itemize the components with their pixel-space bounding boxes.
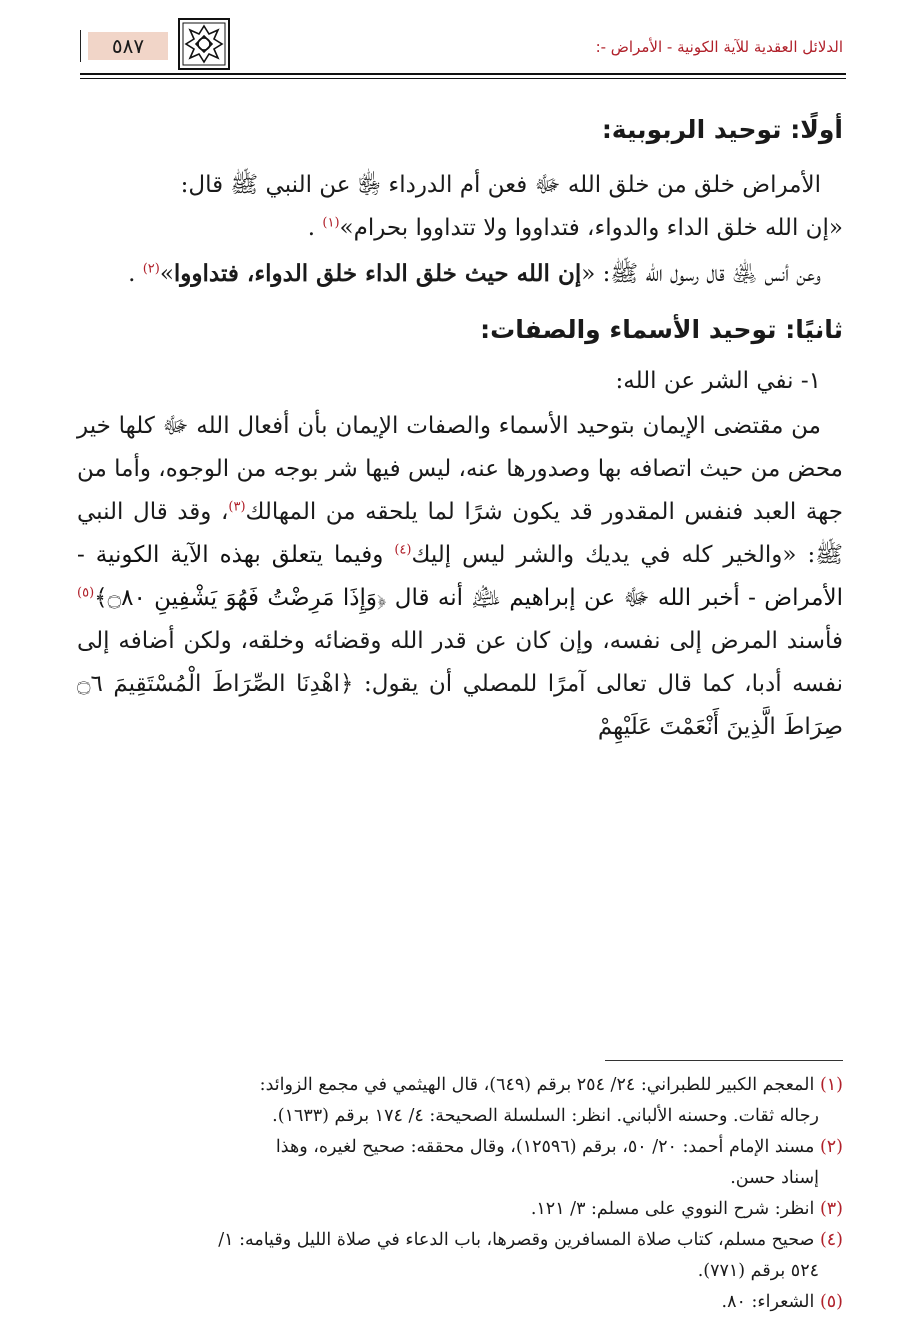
footnote-text: انظر: شرح النووي على مسلم: ٣/ ١٢١.: [530, 1199, 815, 1219]
main-text: [77, 100, 843, 749]
subheading-nafy-sharr: ١- نفي الشر عن الله:: [615, 368, 821, 394]
footnote-ref-3[interactable]: (٣): [228, 499, 246, 515]
paragraph-3-d: فأسند المرض إلى نفسه، وإن كان عن قدر الله وقضائه وخلقه، ولكن أضافه إلى نفسه أدبا، كما قال تعالى آمرًا للمصلي أن يقول: ﴿اهْدِنَا الصِّرَاطَ الْمُسْتَقِيمَ ۝٦ صِرَاطَ الَّذِينَ أَنْعَمْتَ عَلَيْهِمْ: [77, 628, 843, 740]
paragraph-2: وعن أنس ﵁ قال رسول الله ﷺ: «إن الله حيث خلق الداء خلق الدواء، فتداووا»$^{(٢)}$ .: [128, 260, 821, 287]
heading-asma-sifat: ثانيًا: توحيد الأسماء والصفات:: [480, 315, 843, 344]
footnote-text: صحيح مسلم، كتاب صلاة المسافرين وقصرها، باب الدعاء في صلاة الليل وقيامه: ١/: [218, 1230, 815, 1250]
header-rule-thin: [80, 78, 846, 79]
footnote-3: [77, 1194, 843, 1225]
header-rule-thick: [80, 73, 846, 75]
paragraph-1-line-2: «إن الله خلق الداء والدواء، فتداووا ولا تتداووا بحرام»: [339, 215, 843, 241]
page-header: [0, 0, 921, 80]
paragraph-3-b: ، وقد قال النبي ﷺ: «والخير كله في يديك والشر ليس إليك: [77, 499, 843, 568]
footnote-1-cont: رجاله ثقات. وحسنه الألباني. انظر: السلسلة الصحيحة: ٤/ ١٧٤ برقم (١٦٣٣).: [272, 1106, 819, 1126]
footnote-number: (١): [819, 1075, 843, 1095]
footnote-separator: [605, 1060, 843, 1061]
paragraph-1: الأمراض خلق من خلق الله ﷻ فعن أم الدرداء ﵂ عن النبي ﷺ قال: «إن الله خلق الداء والدواء، فتداووا ولا تتداووا بحرام»$^{(١)}$ .: [180, 172, 843, 241]
ornament-icon: [178, 18, 230, 70]
running-title: الدلائل العقدية للآية الكونية - الأمراض -:: [595, 38, 843, 56]
paragraph-3-a: من مقتضى الإيمان بتوحيد الأسماء والصفات الإيمان بأن أفعال الله ﷻ كلها خير محض من حيث اتصافه بها وصدورها عنه، ليس فيها شر بوجه من الوجوه، وأما من جهة العبد فنفس المقدور قد يكون شرًا لما يلحقه من المهالك: [77, 413, 843, 525]
paragraph-1-line-1: الأمراض خلق من خلق الله ﷻ فعن أم الدرداء ﵂ عن النبي ﷺ قال:: [180, 172, 821, 198]
footnote-4-cont: ٥٢٤ برقم (٧٧١).: [697, 1261, 819, 1281]
footnote-1: [77, 1070, 843, 1101]
footnote-number: (٢): [819, 1137, 843, 1157]
footnote-2-cont: إسناد حسن.: [730, 1168, 819, 1188]
paragraph-2-start: وعن أنس ﵁ قال رسول الله ﷺ: «: [581, 261, 821, 287]
paragraph-2-end: »: [159, 261, 174, 287]
footnote-text: المعجم الكبير للطبراني: ٢٤/ ٢٥٤ برقم (٦٤٩)، قال الهيثمي في مجمع الزوائد:: [259, 1075, 815, 1095]
footnote-ref-2[interactable]: (٢): [142, 261, 160, 277]
footnotes: [77, 1070, 843, 1318]
footnote-2: [77, 1132, 843, 1163]
footnote-text: مسند الإمام أحمد: ٢٠/ ٥٠، برقم (١٢٥٩٦)، وقال محققه: صحيح لغيره، وهذا: [275, 1137, 815, 1157]
footnote-ref-1[interactable]: (١): [322, 215, 340, 231]
paragraph-3: [77, 405, 843, 749]
heading-rububiyyah: أولًا: توحيد الربوبية:: [601, 115, 843, 144]
footnote-text: الشعراء: ٨٠.: [721, 1292, 815, 1312]
footnote-4: [77, 1225, 843, 1256]
footnote-5: [77, 1287, 843, 1318]
footnote-number: (٤): [819, 1230, 843, 1250]
paragraph-3-c: وفيما يتعلق بهذه الآية الكونية - الأمراض - أخبر الله ﷻ عن إبراهيم ﵇ أنه قال ﴿وَإِذَا مَرِضْتُ فَهُوَ يَشْفِينِ ۝٨٠﴾: [77, 542, 843, 611]
footnote-number: (٥): [819, 1292, 843, 1312]
hadith-bold: إن الله حيث خلق الداء خلق الدواء، فتداووا: [173, 260, 582, 287]
page-number: ٥٨٧: [88, 32, 168, 60]
footnote-ref-5[interactable]: (٥): [77, 585, 95, 601]
footnote-ref-4[interactable]: (٤): [394, 542, 412, 558]
footnote-number: (٣): [819, 1199, 843, 1219]
